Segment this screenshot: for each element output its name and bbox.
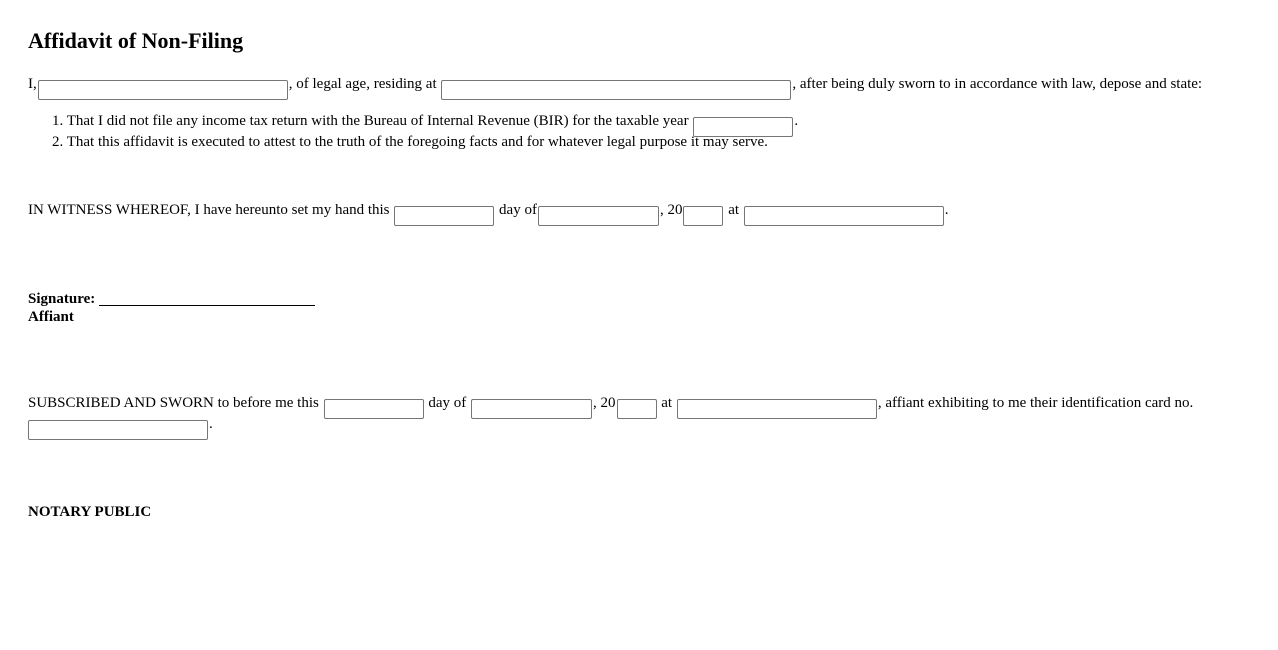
- signature-label: Signature:: [28, 291, 96, 307]
- witness-at: at: [728, 202, 740, 218]
- name-field[interactable]: [38, 80, 288, 100]
- list-item-number: 2.: [52, 134, 64, 150]
- address-field[interactable]: [441, 80, 791, 100]
- intro-line: [28, 75, 1202, 100]
- witness-place-field[interactable]: [744, 206, 944, 226]
- witness-prefix: IN WITNESS WHEREOF, I have hereunto set my hand this: [28, 202, 390, 218]
- witness-year-field[interactable]: [683, 206, 723, 226]
- sworn-after-place: , affiant exhibiting to me their identification card no.: [877, 395, 1194, 411]
- sworn-place-field[interactable]: [677, 399, 877, 419]
- sworn-prefix: SUBSCRIBED AND SWORN to before me this: [28, 395, 319, 411]
- list-item-suffix: .: [794, 113, 799, 129]
- intro-prefix: I,: [28, 76, 37, 92]
- list-item-text: That I did not file any income tax return with the Bureau of Internal Revenue (BIR) for the taxable year: [66, 113, 689, 129]
- list-item: [52, 133, 768, 151]
- affiant-label: Affiant: [28, 309, 74, 325]
- witness-month-field[interactable]: [538, 206, 659, 226]
- id-card-field[interactable]: [28, 420, 208, 440]
- intro-after-address: , after being duly sworn to in accordance with law, depose and state:: [792, 76, 1203, 92]
- witness-suffix: .: [944, 202, 949, 218]
- sworn-year-field[interactable]: [617, 399, 657, 419]
- signature-blank: [99, 292, 315, 306]
- sworn-day-of: day of: [428, 395, 467, 411]
- page-title: Affidavit of Non-Filing: [28, 28, 244, 53]
- sworn-at: at: [661, 395, 673, 411]
- witness-day-of: day of: [499, 202, 537, 218]
- witness-line: [28, 201, 949, 226]
- id-line: [28, 415, 213, 440]
- sworn-suffix: .: [209, 416, 213, 432]
- sworn-day-field[interactable]: [324, 399, 424, 419]
- list-item-text: That this affidavit is executed to attest to the truth of the foregoing facts and for whatever legal purpose it may serve.: [66, 134, 768, 150]
- notary-label: NOTARY PUBLIC: [28, 504, 152, 520]
- list-item-number: 1.: [52, 113, 64, 129]
- signature-line: [28, 290, 315, 308]
- sworn-month-field[interactable]: [471, 399, 592, 419]
- witness-day-field[interactable]: [394, 206, 494, 226]
- intro-after-name: , of legal age, residing at: [288, 76, 437, 92]
- witness-year-prefix: , 20: [659, 202, 683, 218]
- sworn-year-prefix: , 20: [593, 395, 616, 411]
